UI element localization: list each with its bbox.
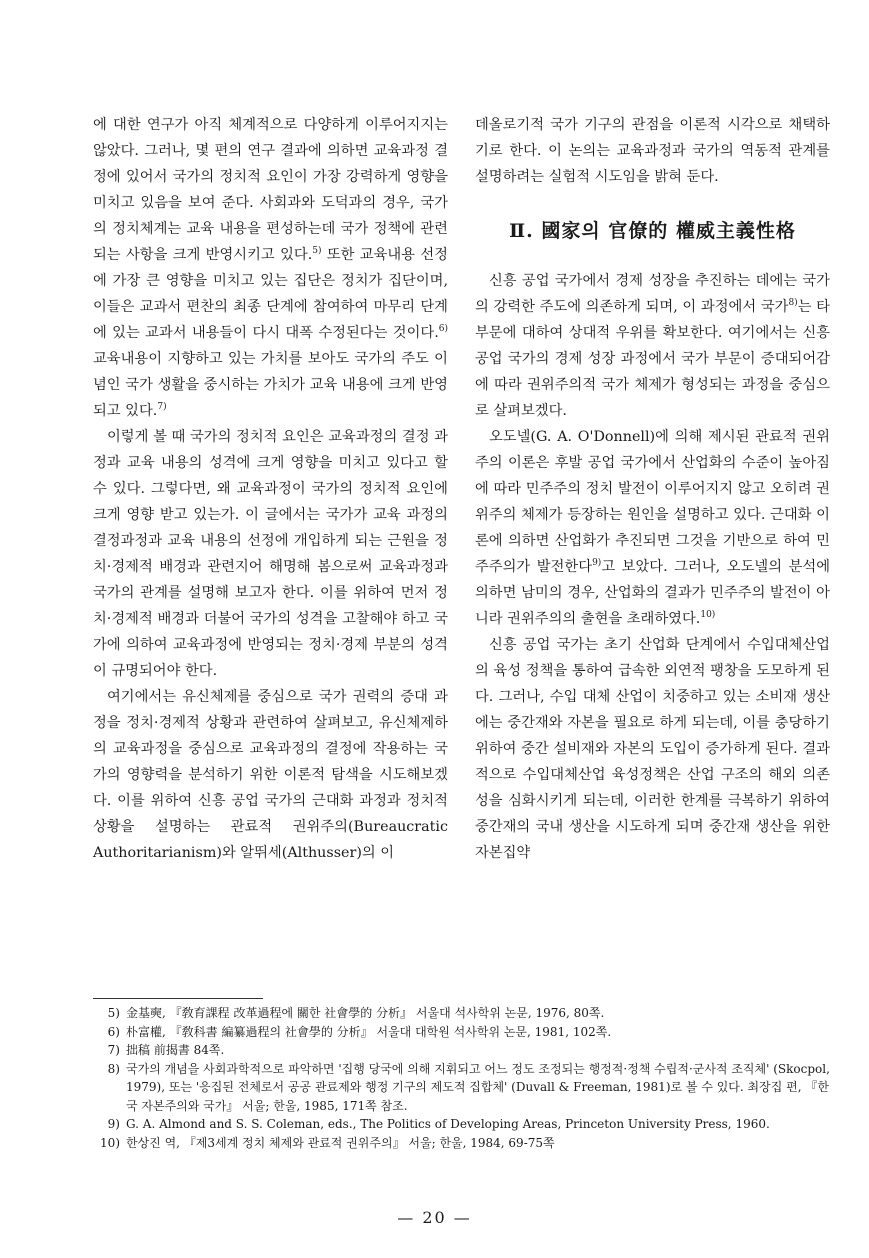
footnote-item: 9) G. A. Almond and S. S. Coleman, eds., The Politics of Developing Areas, Princeton University Press, 1960. xyxy=(107,1117,770,1131)
section-heading: Ⅱ. 國家의 官僚的 權威主義性格 xyxy=(509,220,796,242)
footnote-item: 6) 朴富權, 『敎科書 編纂過程의 社會學的 分析』 서울대 대학원 석사학위 논문, 1981, 102쪽. xyxy=(107,1024,612,1039)
left-column xyxy=(93,112,448,866)
body-paragraph: 이렇게 볼 때 국가의 정치적 요인은 교육과정의 결정 과정과 교육 내용의 성격에 크게 영향을 미치고 있다고 할 수 있다. 그렇다면, 왜 교육과정이 국가의 정치적 요인에 크게 영향 받고 있는가. 이 글에서는 국가가 교육 과정의 결정과정과 교육 내용의 선정에 개입하게 되는 근원을 정치·경제적 배경과 관련지어 해명해 봄으로써 교육과정과 국가의 관계를 설명해 보고자 한다. 이를 위하여 먼저 정치·경제적 배경과 더불어 국가의 성격을 고찰해야 하고 국가에 의하여 교육과정에 반영되는 정치·경제 부분의 성격이 규명되어야 한다. xyxy=(93,429,448,679)
footnotes xyxy=(98,1004,838,1152)
footnote-ref: 6) xyxy=(438,324,448,335)
footnote-item: 8) 국가의 개념을 사회과학적으로 파악하면 '집행 당국에 의해 지휘되고 어느 정도 조정되는 행정적·정책 수립적·군사적 조직체' (Skocpol, 1979), 또는 '응집된 전체로서 공공 관료제와 행정 기구의 제도적 집합체' (Duvall & Freeman, 1981)로 볼 수 있다. 최장집 편, 『한국 자본주의와 국가』 서울; 한울, 1985, 171쪽 참조. xyxy=(107,1061,830,1113)
footnote-ref: 8) xyxy=(788,298,798,309)
body-paragraph: 오도넬(G. A. O'Donnell)에 의해 제시된 관료적 권위주의 이론은 후발 공업 국가에서 산업화의 수준이 높아짐에 따라 민주주의 정치 발전이 이루어지지 않고 오히려 권위주의 체제가 등장하는 원인을 설명하고 있다. 근대화 이론에 의하면 산업화가 추진되면 그것을 기반으로 하여 민주주의가 발전한다$^{9)}$고 보았다. 그러나, 오도넬의 분석에 의하면 남미의 경우, 산업화의 결과가 민주주의 발전이 아니라 권위주의의 출현을 초래하였다.$^{10)}$ xyxy=(475,429,831,627)
footnote-item: 5) 金基奭, 『敎育課程 改革過程에 關한 社會學的 分析』 서울대 석사학위 논문, 1976, 80쪽. xyxy=(107,1006,605,1020)
footnote-divider xyxy=(93,998,263,999)
body-paragraph: 신흥 공업 국가에서 경제 성장을 추진하는 데에는 국가의 강력한 주도에 의존하게 되며, 이 과정에서 국가$^{8)}$는 타 부문에 대하여 상대적 우위를 확보한다. 여기에서는 신흥 공업 국가의 경제 성장 과정에서 국가 부문이 증대되어감에 따라 권위주의적 국가 체제가 형성되는 과정을 중심으로 살펴보겠다. xyxy=(475,273,830,419)
page-number: — 20 — xyxy=(397,1208,472,1227)
footnote-item: 7) 拙稿 前揭書 84쪽. xyxy=(107,1043,225,1057)
footnote-ref: 7) xyxy=(157,402,167,413)
footnote-ref: 9) xyxy=(592,558,602,569)
body-paragraph: 데올로기적 국가 기구의 관점을 이론적 시각으로 채택하기로 한다. 이 논의는 교육과정과 국가의 역동적 관계를 설명하려는 실험적 시도임을 밝혀 둔다. xyxy=(475,117,830,185)
body-paragraph: 신흥 공업 국가는 초기 산업화 단계에서 수입대체산업의 육성 정책을 통하여 급속한 외연적 팽창을 도모하게 된다. 그러나, 수입 대체 산업이 치중하고 있는 소비재 생산에는 중간재와 자본을 필요로 하게 되는데, 이를 충당하기 위하여 중간 설비재와 자본의 도입이 증가하게 된다. 결과적으로 수입대체산업 육성정책은 산업 구조의 해외 의존성을 심화시키게 되는데, 이러한 한계를 극복하기 위하여 중간재의 국내 생산을 시도하게 되며 중간재 생산을 위한 자본집약 xyxy=(475,637,830,861)
right-column xyxy=(475,112,830,866)
body-paragraph: 에 대한 연구가 아직 체계적으로 다양하게 이루어지지는 않았다. 그러나, 몇 편의 연구 결과에 의하면 교육과정 결정에 있어서 국가의 정치적 요인이 가장 강력하게 영향을 미치고 있음을 보여 준다. 사회과와 도덕과의 경우, 국가의 정치체계는 교육 내용을 편성하는데 국가 정책에 관련되는 사항을 크게 반영시키고 있다.$^{5)}$ 또한 교육내용 선정에 가장 큰 영향을 미치고 있는 집단은 정치가 집단이며, 이들은 교과서 편찬의 최종 단계에 참여하여 마무리 단계에 있는 교과서 내용들이 다시 대폭 수정된다는 것이다.$^{6)}$ 교육내용이 지향하고 있는 가치를 보아도 국가의 주도 이념인 국가 생활을 중시하는 가치가 교육 내용에 크게 반영되고 있다.$^{7)}$ xyxy=(93,117,448,419)
body-paragraph: 여기에서는 유신체제를 중심으로 국가 권력의 증대 과정을 정치·경제적 상황과 관련하여 살펴보고, 유신체제하의 교육과정을 중심으로 교육과정의 결정에 작용하는 국가의 영향력을 분석하기 위한 이론적 탐색을 시도해보겠다. 이를 위하여 신흥 공업 국가의 근대화 과정과 정치적 상황을 설명하는 관료적 권위주의(Bureaucratic Authoritarianism)와 알뛰세(Althusser)의 이 xyxy=(93,689,448,861)
footnote-item: 10) 한상진 역, 『제3세계 정치 체제와 관료적 권위주의』 서울; 한울, 1984, 69-75쪽 xyxy=(100,1135,555,1150)
footnote-ref: 5) xyxy=(312,246,322,257)
footnote-ref: 10) xyxy=(700,610,716,621)
